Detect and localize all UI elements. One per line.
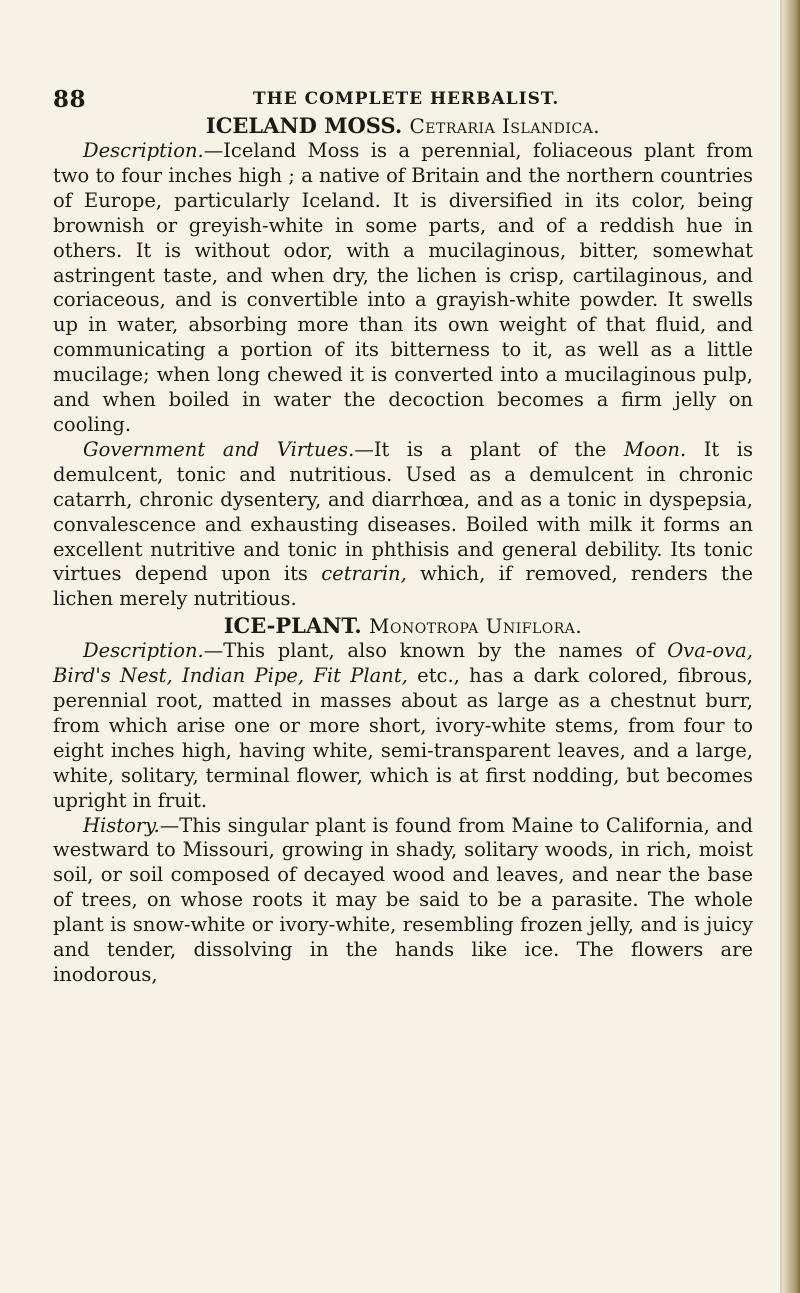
- paragraph-emphasis: Ova-ova, Bird's Nest, Indian Pipe, Fit Plant,: [53, 639, 753, 688]
- paragraph-label: Description.: [83, 139, 204, 162]
- paragraph-label: Description.: [83, 639, 204, 663]
- heading-title: ICE-PLANT.: [223, 613, 362, 639]
- page-edge: [782, 0, 800, 1293]
- paragraph-emphasis: Moon.: [623, 437, 687, 461]
- government-virtues-paragraph: [53, 438, 753, 612]
- paragraph-text: —Iceland Moss is a perennial, foliaceous plant from two to four inches high ; a native of Britain and the northern countries of Europe, particularly Iceland. It is diversified in its color, being brownish or greyish-white in some parts, and of a reddish hue in others. It is without odor, with a mucilaginous, bitter, somewhat astringent taste, and when dry, the lichen is crisp, cartilaginous, and coriaceous, and is convertible into a grayish-white powder. It swells up in water, absorbing more than its own weight of that fluid, and communicating a portion of its bitterness to it, as well as a little mucilage; when long chewed it is converted into a mucilaginous pulp, and when boiled in water the decoction becomes a firm jelly on cooling.: [53, 139, 753, 436]
- page-text: [53, 112, 753, 988]
- paragraph-text: —It is a plant of the: [354, 437, 624, 461]
- paragraph-emphasis: cetrarin,: [321, 562, 407, 586]
- paragraph-text: etc., has a dark colored, fibrous, perennial root, matted in masses about as large as a chestnut burr, from which arise one or more short, ivory-white stems, from four to eight inches high, having white, semi-transparent leaves, and a large, white, solitary, terminal flower, which is at first nodding, but becomes upright in fruit.: [53, 664, 753, 812]
- paragraph-text: —This plant, also known by the names of: [203, 639, 668, 663]
- page-number: 88: [53, 86, 87, 113]
- paragraph-text: It is demulcent, tonic and nutritious. Used as a demulcent in chronic catarrh, chronic dysentery, and diarrhœa, and as a tonic in dyspepsia, convalescence and exhausting diseases. Boiled with milk it forms an excellent nutritive and tonic in phthisis and general debility. Its tonic virtues depend upon its: [53, 437, 754, 586]
- running-title: THE COMPLETE HERBALIST.: [253, 89, 560, 109]
- section-heading-ice-plant: [53, 612, 753, 639]
- description-paragraph: [53, 639, 753, 813]
- paragraph-label: Government and Virtues.: [83, 437, 355, 461]
- heading-title: ICELAND MOSS.: [205, 113, 403, 138]
- description-paragraph: [53, 139, 753, 438]
- paragraph-label: History.: [83, 813, 160, 837]
- heading-latin-name: Cetraria Islandica.: [409, 114, 601, 138]
- heading-latin-name: Monotropa Uniflora.: [368, 614, 583, 639]
- paragraph-text: which, if removed, renders the lichen merely nutritious.: [53, 562, 753, 611]
- section-heading-iceland-moss: [53, 112, 753, 139]
- history-paragraph: [53, 814, 753, 988]
- paragraph-text: —This singular plant is found from Maine to California, and westward to Missouri, growing in shady, solitary woods, in rich, moist soil, or soil composed of decayed wood and leaves, and near the base of trees, on whose roots it may be said to be a parasite. The whole plant is snow-white or ivory-white, resembling frozen jelly, and is juicy and tender, dissolving in the hands like ice. The flowers are inodorous,: [53, 813, 753, 986]
